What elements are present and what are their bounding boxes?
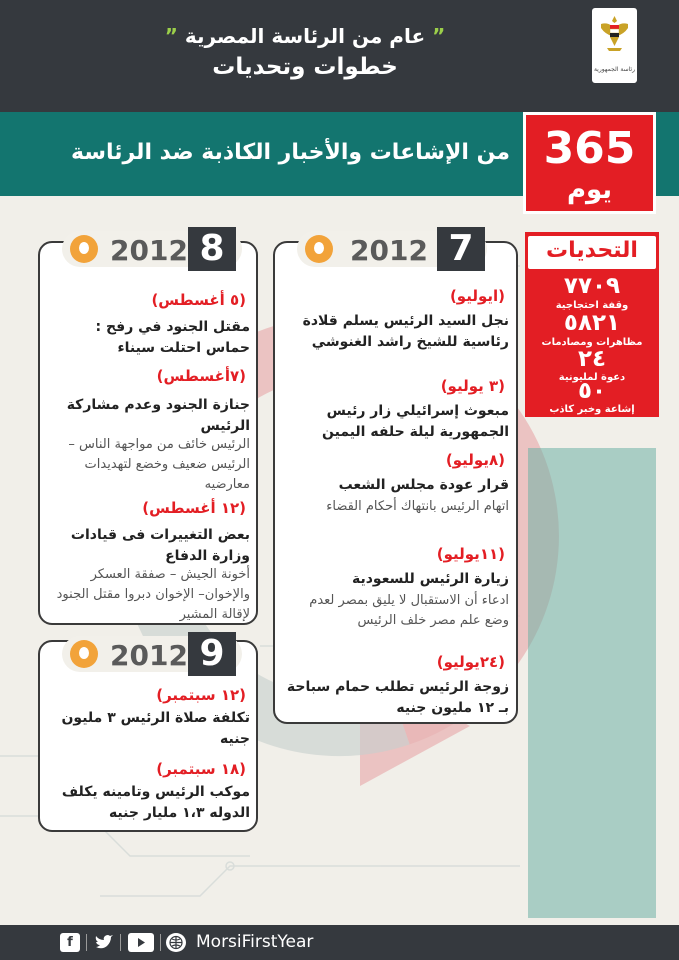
- footer-divider: [86, 934, 87, 951]
- challenge-label: إشاعة وخبر كاذب: [549, 404, 635, 415]
- footer-bar: [0, 925, 679, 960]
- august-card: [38, 228, 258, 625]
- entry-date: (١٢ أغسطس): [142, 499, 246, 517]
- entry-headline: مقتل الجنود في رفح : حماس احتلت سيناء: [95, 319, 250, 356]
- year-label: 2012: [110, 234, 188, 267]
- entry-headline: موكب الرئيس وتامينه يكلف الدوله ١،٣ مليار جنيه: [61, 784, 250, 821]
- year-label: 2012: [110, 639, 188, 672]
- challenges-title: التحديات: [546, 238, 638, 263]
- entry-date: (١٨ سبتمبر): [156, 760, 246, 778]
- entry-headline: بعض التغييرات فى قيادات وزارة الدفاع: [70, 527, 250, 564]
- web-icon[interactable]: [166, 933, 186, 952]
- banner-headline: من الإشاعات والأخبار الكاذبة ضد الرئاسة: [71, 140, 510, 165]
- challenges-title-box: [528, 236, 656, 269]
- entry-description: اتهام الرئيس بانتهاك أحكام القضاء: [326, 499, 509, 514]
- challenge-label: دعوة لمليونية: [558, 372, 626, 383]
- entry-date: (٧أغسطس): [156, 367, 246, 385]
- entry-date: (ايوليو): [449, 287, 505, 305]
- month-number: 9: [188, 632, 236, 676]
- days-counter-box: [523, 112, 656, 214]
- month-number: 7: [437, 227, 485, 271]
- entry-headline: زوجة الرئيس تطلب حمام سباحة بـ ١٢ مليون جنيه: [286, 679, 509, 716]
- social-handle[interactable]: MorsiFirstYear: [196, 932, 314, 952]
- header-title-text: عام من الرئاسة المصرية: [184, 24, 426, 48]
- entry-headline: تكلفة صلاة الرئيس ٣ مليون جنيه: [61, 710, 250, 747]
- logo-text: رئاسة الجمهورية: [593, 66, 636, 73]
- quote-open-mark: ”: [432, 24, 446, 48]
- entry-date: (٨يوليو): [445, 451, 505, 469]
- challenge-number: ٢٤: [577, 346, 607, 372]
- entry-date: (٢٤يوليو): [436, 653, 505, 671]
- footer-divider: [160, 934, 161, 951]
- eagle-icon: [599, 14, 630, 54]
- facebook-icon[interactable]: f: [60, 933, 80, 952]
- entry-headline: جنازة الجنود وعدم مشاركة الرئيس: [66, 397, 250, 434]
- entry-date: (٣ يوليو): [440, 377, 505, 395]
- entry-date: (١٢ سبتمبر): [156, 686, 246, 704]
- year-label: 2012: [350, 234, 428, 267]
- month-number: 8: [188, 227, 236, 271]
- entry-date: (٥ أغسطس): [151, 291, 246, 309]
- challenge-number: ٥٠: [577, 378, 607, 404]
- header-title-line2: خطوات وتحديات: [212, 54, 398, 80]
- side-decor-column: [528, 448, 656, 918]
- challenge-label: مظاهرات ومصادمات: [541, 337, 643, 348]
- entry-headline: مبعوث إسرائيلي زار رئيس الجمهورية ليلة حلفه اليمين: [322, 403, 509, 440]
- entry-description: ادعاء أن الاستقبال لا يليق بمصر لعدم وضع علم مصر خلف الرئيس: [309, 593, 509, 628]
- entry-description: أخونة الجيش – صفقة العسكر والإخوان– الإخوان دبروا مقتل الجنود لإقالة المشير: [56, 567, 250, 622]
- challenge-label: وقفة احتجاجية: [555, 300, 629, 311]
- entry-headline: زيارة الرئيس للسعودية: [351, 571, 509, 587]
- entry-headline: نجل السيد الرئيس يسلم قلادة رئاسية للشيخ راشد الغنوشي: [302, 313, 509, 350]
- days-number: 365: [543, 123, 636, 174]
- september-card: [38, 633, 258, 832]
- youtube-icon[interactable]: [128, 933, 154, 952]
- presidency-logo: [592, 8, 637, 83]
- entry-date: (١١يوليو): [436, 545, 505, 563]
- header-title-line1: [150, 24, 460, 48]
- month-marker-icon: [70, 235, 98, 263]
- header-bar: [0, 0, 679, 112]
- quote-close-mark: ”: [164, 24, 178, 48]
- entry-headline: قرار عودة مجلس الشعب: [338, 477, 509, 493]
- month-marker-icon: [305, 235, 333, 263]
- days-word: يوم: [566, 175, 613, 205]
- july-card: [273, 228, 518, 724]
- month-marker-icon: [70, 640, 98, 668]
- challenge-number: ٧٧٠٩: [563, 273, 621, 299]
- twitter-icon[interactable]: [94, 933, 114, 952]
- footer-divider: [120, 934, 121, 951]
- challenge-number: ٥٨٢١: [563, 310, 621, 336]
- entry-description: الرئيس خائف من مواجهة الناس – الرئيس ضعيف وخضع لتهديدات معارضيه: [68, 437, 250, 492]
